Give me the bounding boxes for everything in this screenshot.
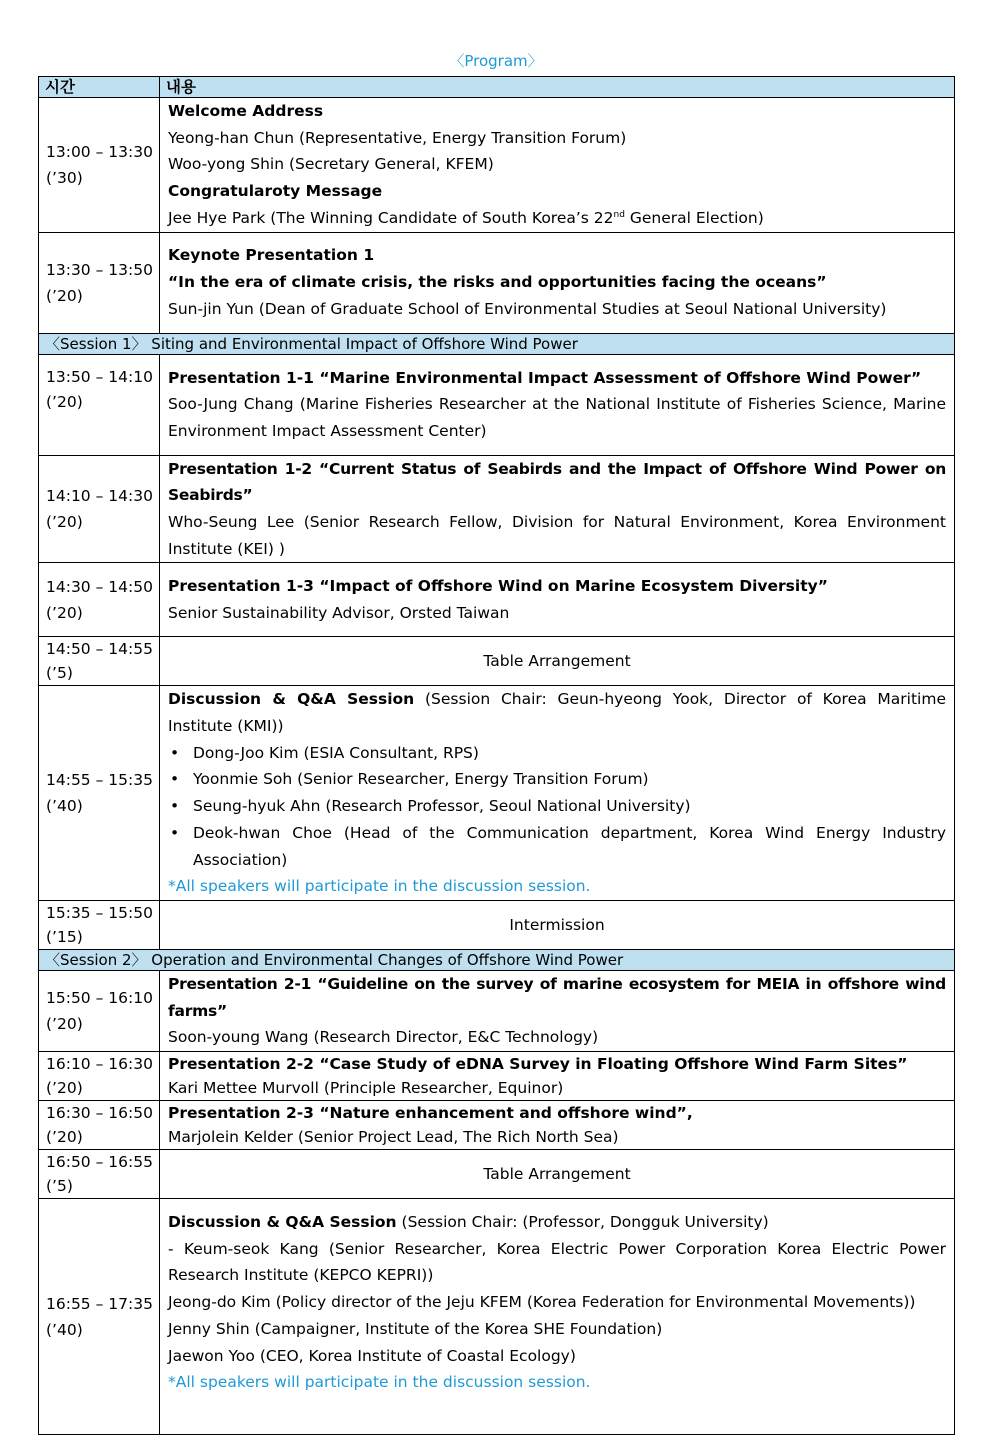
break-label: Intermission bbox=[509, 915, 605, 934]
content-cell bbox=[160, 232, 955, 333]
time-cell bbox=[39, 970, 160, 1051]
content-cell bbox=[160, 1150, 955, 1199]
speaker: Marjolein Kelder (Senior Project Lead, The Rich North Sea) bbox=[168, 1128, 619, 1147]
table-row bbox=[39, 354, 955, 455]
speaker: Jenny Shin (Campaigner, Institute of the Korea SHE Foundation) bbox=[168, 1319, 663, 1338]
duration: (’40) bbox=[46, 797, 83, 816]
session-row bbox=[39, 949, 955, 970]
time-cell bbox=[39, 563, 160, 637]
time-cell bbox=[39, 637, 160, 686]
content-cell bbox=[160, 1052, 955, 1101]
table-row bbox=[39, 900, 955, 949]
item-heading: Welcome Address bbox=[168, 102, 324, 120]
speaker: Kari Mettee Murvoll (Principle Researcher, Equinor) bbox=[168, 1079, 564, 1098]
content-cell bbox=[160, 563, 955, 637]
page-title: 〈Program〉 bbox=[449, 52, 543, 70]
time-range: 16:30 – 16:50 bbox=[46, 1104, 153, 1123]
table-row bbox=[39, 1101, 955, 1150]
content-cell bbox=[160, 1199, 955, 1435]
speaker: Jee Hye Park (The Winning Candidate of South Korea’s 22nd General Election) bbox=[168, 208, 764, 227]
speaker: Soon-young Wang (Research Director, E&C Technology) bbox=[168, 1028, 599, 1047]
list-item: • Dong-Joo Kim (ESIA Consultant, RPS) bbox=[168, 740, 946, 767]
table-row bbox=[39, 1199, 955, 1435]
list-item: • Deok-hwan Choe (Head of the Communication department, Korea Wind Energy Industry Association) bbox=[168, 820, 946, 873]
content-cell bbox=[160, 637, 955, 686]
speaker: Who-Seung Lee (Senior Research Fellow, Division for Natural Environment, Korea Environment Institute (KEI) ) bbox=[168, 512, 946, 558]
presentation-title: Presentation 2-2 “Case Study of eDNA Survey in Floating Offshore Wind Farm Sites” bbox=[168, 1055, 908, 1074]
duration: (’20) bbox=[46, 286, 83, 305]
speaker: Woo-yong Shin (Secretary General, KFEM) bbox=[168, 155, 494, 174]
duration: (’20) bbox=[46, 392, 83, 411]
discussion-heading: Discussion & Q&A Session (Session Chair: (Professor, Dongguk University) bbox=[168, 1213, 769, 1232]
duration: (’20) bbox=[46, 603, 83, 622]
session-title: 〈Session 2〉 Operation and Environmental Changes of Offshore Wind Power bbox=[39, 949, 955, 970]
time-range: 14:10 – 14:30 bbox=[46, 486, 153, 505]
table-row bbox=[39, 98, 955, 233]
content-cell bbox=[160, 686, 955, 901]
speaker: Jaewon Yoo (CEO, Korea Institute of Coastal Ecology) bbox=[168, 1346, 576, 1365]
time-range: 16:55 – 17:35 bbox=[46, 1294, 153, 1313]
content-cell bbox=[160, 970, 955, 1051]
note: *All speakers will participate in the discussion session. bbox=[168, 1373, 591, 1392]
speaker: Jeong-do Kim (Policy director of the Jeju KFEM (Korea Federation for Environmental Movements)) bbox=[168, 1293, 916, 1312]
duration: (’20) bbox=[46, 1079, 83, 1098]
time-range: 13:50 – 14:10 bbox=[46, 367, 153, 386]
time-cell bbox=[39, 455, 160, 563]
table-row bbox=[39, 686, 955, 901]
break-label: Table Arrangement bbox=[483, 651, 631, 670]
item-heading: Keynote Presentation 1 bbox=[168, 246, 375, 265]
speaker: Soo-Jung Chang (Marine Fisheries Researcher at the National Institute of Fisheries Science, Marine Environment Impact Assessment Center) bbox=[168, 395, 946, 440]
session-title: 〈Session 1〉 Siting and Environmental Impact of Offshore Wind Power bbox=[39, 333, 955, 354]
header-time: 시간 bbox=[39, 77, 160, 98]
panelist-list bbox=[168, 740, 946, 874]
time-range: 15:50 – 16:10 bbox=[46, 989, 153, 1007]
time-cell bbox=[39, 1101, 160, 1150]
table-row bbox=[39, 637, 955, 686]
time-range: 13:30 – 13:50 bbox=[46, 260, 153, 279]
list-item: • Yoonmie Soh (Senior Researcher, Energy Transition Forum) bbox=[168, 766, 946, 793]
presentation-title: Presentation 1-2 “Current Status of Seabirds and the Impact of Offshore Wind Power on Seabirds” bbox=[168, 459, 946, 505]
discussion-heading: Discussion & Q&A Session (Session Chair: Geun-hyeong Yook, Director of Korea Maritime Institute (KMI)) bbox=[168, 690, 946, 736]
time-range: 16:50 – 16:55 bbox=[46, 1153, 153, 1172]
duration: (’30) bbox=[46, 168, 83, 187]
table-row bbox=[39, 455, 955, 563]
time-range: 15:35 – 15:50 bbox=[46, 903, 153, 922]
table-row bbox=[39, 1052, 955, 1101]
duration: (’15) bbox=[46, 927, 83, 946]
content-cell bbox=[160, 455, 955, 563]
duration: (’20) bbox=[46, 1128, 83, 1147]
table-header-row bbox=[39, 77, 955, 98]
table-row bbox=[39, 232, 955, 333]
time-range: 16:10 – 16:30 bbox=[46, 1055, 153, 1074]
time-range: 13:00 – 13:30 bbox=[46, 142, 153, 161]
header-content: 내용 bbox=[160, 77, 955, 98]
presentation-title: Presentation 1-3 “Impact of Offshore Wind on Marine Ecosystem Diversity” bbox=[168, 577, 828, 596]
content-cell bbox=[160, 354, 955, 455]
speaker: - Keum-seok Kang (Senior Researcher, Korea Electric Power Corporation Korea Electric Power Research Institute (KEPCO KEPRI)) bbox=[168, 1239, 946, 1285]
table-row bbox=[39, 563, 955, 637]
duration: (’20) bbox=[46, 512, 83, 531]
time-cell bbox=[39, 900, 160, 949]
list-item: • Seung-hyuk Ahn (Research Professor, Seoul National University) bbox=[168, 793, 946, 820]
speaker: Sun-jin Yun (Dean of Graduate School of Environmental Studies at Seoul National University) bbox=[168, 299, 887, 318]
program-table bbox=[38, 76, 955, 1435]
time-cell bbox=[39, 98, 160, 233]
table-row bbox=[39, 1150, 955, 1199]
presentation-title: Presentation 2-3 “Nature enhancement and offshore wind”, bbox=[168, 1104, 693, 1123]
time-cell bbox=[39, 1150, 160, 1199]
duration: (’20) bbox=[46, 1015, 83, 1033]
time-cell bbox=[39, 1199, 160, 1435]
content-cell bbox=[160, 1101, 955, 1150]
item-heading: Congratularoty Message bbox=[168, 182, 383, 201]
presentation-title: Presentation 1-1 “Marine Environmental Impact Assessment of Offshore Wind Power” bbox=[168, 368, 922, 387]
session-row bbox=[39, 333, 955, 354]
time-range: 14:50 – 14:55 bbox=[46, 640, 153, 659]
time-cell bbox=[39, 1052, 160, 1101]
time-cell bbox=[39, 354, 160, 455]
break-label: Table Arrangement bbox=[483, 1164, 631, 1183]
presentation-title: “In the era of climate crisis, the risks and opportunities facing the oceans” bbox=[168, 273, 827, 292]
speaker: Yeong-han Chun (Representative, Energy Transition Forum) bbox=[168, 128, 627, 147]
time-cell bbox=[39, 686, 160, 901]
duration: (’40) bbox=[46, 1320, 83, 1339]
note: *All speakers will participate in the discussion session. bbox=[168, 877, 591, 896]
content-cell bbox=[160, 98, 955, 233]
speaker: Senior Sustainability Advisor, Orsted Taiwan bbox=[168, 603, 510, 622]
content-cell bbox=[160, 900, 955, 949]
duration: (’5) bbox=[46, 664, 73, 683]
presentation-title: Presentation 2-1 “Guideline on the survey of marine ecosystem for MEIA in offshore wind farms” bbox=[168, 974, 946, 1020]
table-row bbox=[39, 970, 955, 1051]
duration: (’5) bbox=[46, 1177, 73, 1196]
time-range: 14:55 – 15:35 bbox=[46, 771, 153, 790]
time-cell bbox=[39, 232, 160, 333]
time-range: 14:30 – 14:50 bbox=[46, 577, 153, 596]
